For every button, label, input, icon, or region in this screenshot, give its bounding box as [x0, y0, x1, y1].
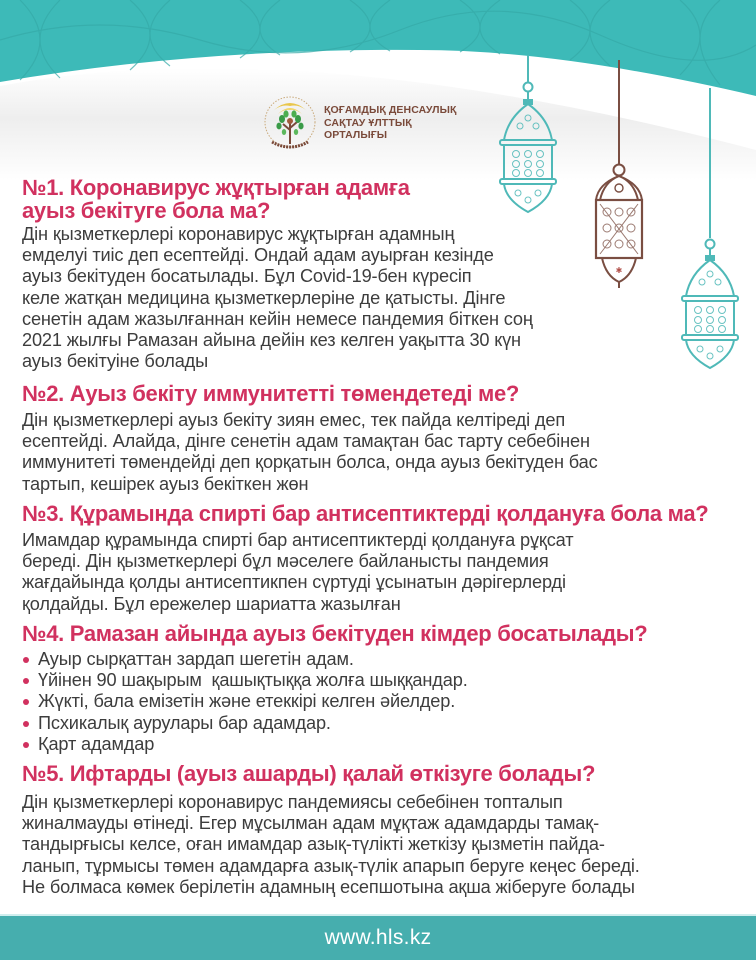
answer-line: жағдайында қолды антисептикпен сүртуді ұсынатын дәрігерлерді — [22, 572, 566, 593]
bullet-icon — [23, 699, 29, 705]
tree-emblem-icon — [262, 90, 318, 156]
faq-section-5 — [22, 762, 640, 898]
answer-line: иммунитеті төмендейді деп қорқатын болса, онда ауыз бекітуден бас — [22, 452, 598, 473]
answer-line: береді. Дін қызметкерлері бұл мәселеге байланысты пандемия — [22, 551, 549, 572]
exemption-list — [22, 649, 647, 755]
website-link[interactable]: www.hls.kz — [324, 926, 432, 949]
question-title — [22, 762, 640, 785]
question-title-line: №3. Құрамында спирті бар антисептиктерді қолдануға бола ма? — [22, 501, 709, 526]
answer-text — [22, 224, 533, 372]
answer-line: қолдайды. Бұл ережелер шариатта жазылған — [22, 593, 401, 614]
answer-line: Дін қызметкерлері коронавирус пандемиясы себебінен топталып — [22, 792, 563, 812]
answer-line: есептейді. Алайда, дінге сенетін адам тамақтан бас тарту себебінен — [22, 431, 590, 452]
list-item-text: Ауыр сырқаттан зардап шегетін адам. — [38, 649, 354, 669]
answer-line: жиналмауды өтінеді. Егер мұсылман адам мұқтаж адамдарды тамақ- — [22, 813, 599, 834]
answer-line: Дін қызметкерлері коронавирус жұқтырған адамның — [22, 224, 455, 244]
list-item-text: Псхикалық аурулары бар адамдар. — [38, 712, 331, 733]
bullet-icon — [23, 678, 29, 684]
answer-line: келе жатқан медицина қызметкерлеріне де қатысты. Дінге — [22, 287, 506, 308]
question-title — [22, 176, 442, 222]
answer-line: Дін қызметкерлері ауыз бекіту зиян емес, тек пайда келтіреді деп — [22, 410, 566, 430]
answer-line: тартып, кешірек ауыз бекіткен жөн — [22, 473, 309, 494]
faq-section-3 — [22, 502, 708, 615]
question-title-line: №4. Рамазан айында ауыз бекітуден кімдер босатылады? — [22, 621, 648, 646]
list-item — [22, 713, 647, 734]
organization-name — [324, 104, 457, 142]
logo-line-2: САҚТАУ ҰЛТТЫҚ — [324, 116, 412, 129]
list-item — [22, 691, 647, 712]
footer-bar — [0, 914, 756, 960]
logo-line-1: ҚОҒАМДЫҚ ДЕНСАУЛЫҚ — [324, 104, 457, 117]
faq-section-1 — [22, 176, 533, 372]
bullet-icon — [23, 657, 29, 663]
bullet-icon — [23, 742, 29, 748]
question-title-line: ауыз бекітуге бола ма? — [22, 198, 271, 223]
list-item — [22, 649, 647, 670]
answer-text — [22, 530, 708, 615]
answer-text — [22, 410, 598, 495]
answer-line: ланып, тұрмысы төмен адамдарға азық-түлік апарып беруге кеңес береді. — [22, 855, 640, 876]
organization-logo — [262, 90, 457, 156]
bullet-icon — [23, 721, 29, 727]
answer-line: Не болмаса көмек берілетін адамның есепшотына ақша жіберуге болады — [22, 876, 635, 897]
answer-line: тандырғысы келсе, оған имамдар азық-түлікті жеткізу қызметін пайда- — [22, 834, 605, 855]
list-item-text: Қарт адамдар — [38, 733, 155, 754]
answer-line: сенетін адам жазылғаннан кейін немесе пандемия біткен соң — [22, 308, 533, 329]
list-item — [22, 670, 647, 691]
list-item — [22, 734, 647, 755]
answer-line: ауыз бекітуден босатылады. Бұл Covid-19-бен күресіп — [22, 266, 472, 287]
answer-line: Имамдар құрамында спирті бар антисептиктерді қолдануға рұқсат — [22, 530, 574, 550]
faq-section-4 — [22, 622, 647, 755]
answer-text — [22, 792, 640, 898]
list-item-text: Үйінен 90 шақырым қашықтыққа жолға шыққандар. — [38, 670, 468, 691]
question-title — [22, 382, 598, 405]
svg-text:✱: ✱ — [615, 266, 623, 275]
question-title-line: №1. Коронавирус жұқтырған адамға — [22, 175, 410, 200]
list-item-text: Жүкті, бала емізетін және етеккірі келген әйелдер. — [38, 691, 456, 712]
question-title — [22, 502, 708, 525]
question-title-line: №2. Ауыз бекіту иммунитетті төмендетеді ме? — [22, 381, 520, 406]
logo-line-3: ОРТАЛЫҒЫ — [324, 129, 388, 142]
answer-line: 2021 жылғы Рамазан айына дейін кез келген уақытта 30 күн — [22, 330, 521, 351]
answer-line: емделуі тиіс деп есептейді. Ондай адам ауырған кезінде — [22, 245, 494, 266]
answer-line: ауыз бекітуіне болады — [22, 351, 209, 372]
question-title-line: №5. Ифтарды (ауыз ашарды) қалай өткізуге болады? — [22, 761, 596, 786]
faq-section-2 — [22, 382, 598, 495]
question-title — [22, 622, 647, 645]
